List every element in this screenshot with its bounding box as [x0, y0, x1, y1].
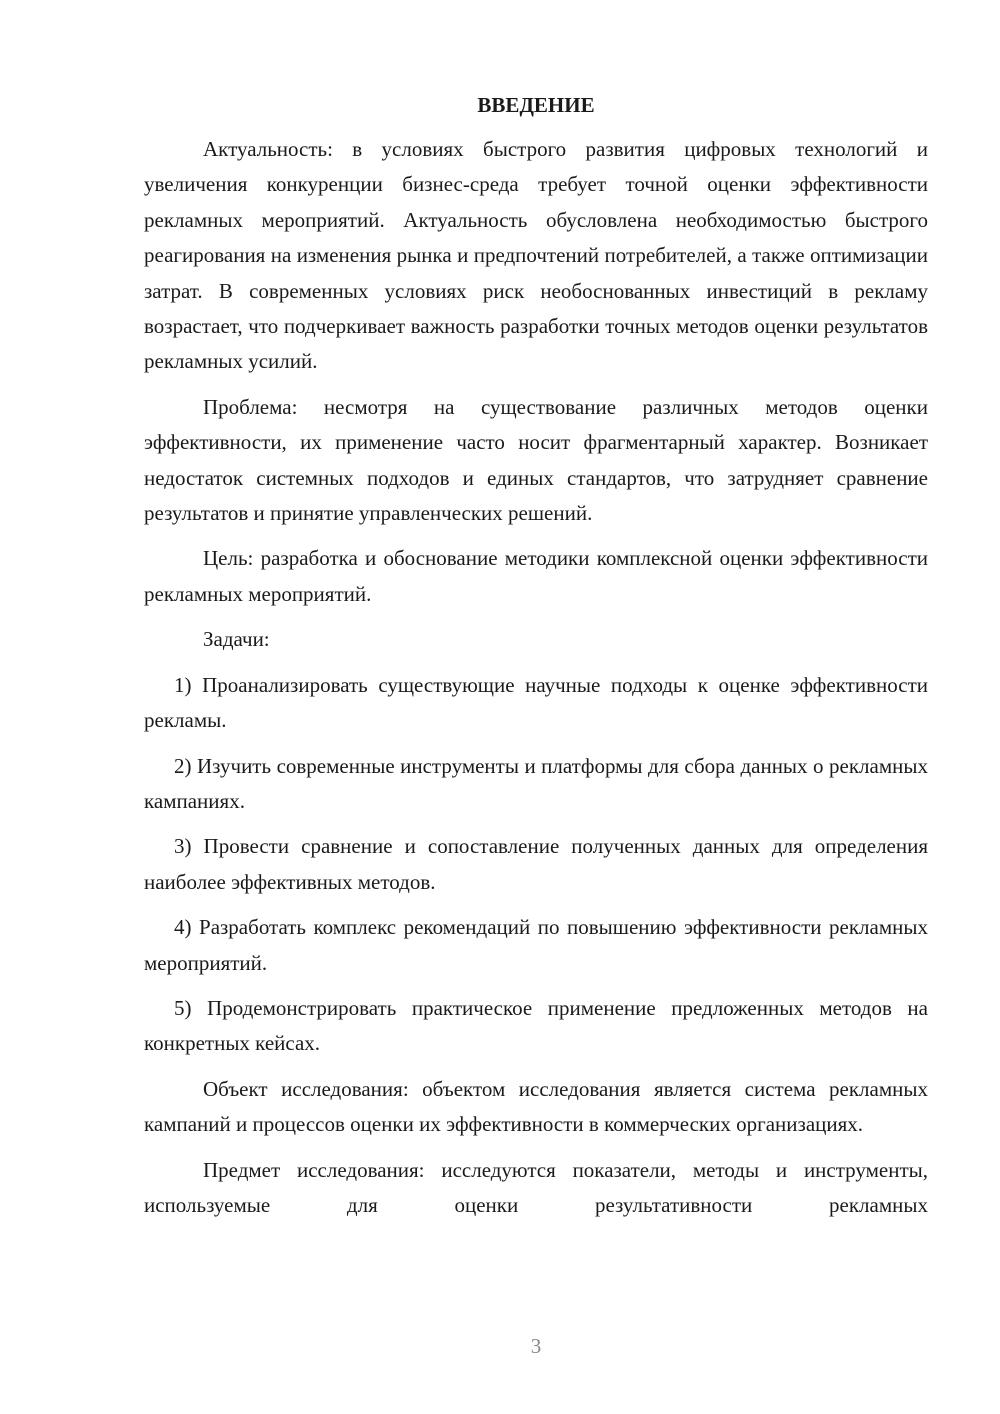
task-item-4: 4) Разработать комплекс рекомендаций по повышению эффективности рекламных мероприятий.	[144, 915, 928, 975]
problem-paragraph: Проблема: несмотря на существование различных методов оценки эффективности, их применение часто носит фрагментарный характер. Возникает недостаток системных подходов и единых стандартов, что затрудняет сравнение результатов и принятие управленческих решений.	[144, 394, 928, 526]
tasks-label: Задачи:	[203, 627, 270, 652]
goal-paragraph: Цель: разработка и обоснование методики комплексной оценки эффективности рекламных мероприятий.	[144, 546, 928, 606]
page-number: 3	[530, 1334, 542, 1358]
subject-paragraph: Предмет исследования: исследуются показатели, методы и инструменты, используемые для оценки результативности рекламных	[144, 1157, 928, 1217]
task-item-1: 1) Проанализировать существующие научные подходы к оценке эффективности рекламы.	[144, 672, 928, 733]
task-item-5: 5) Продемонстрировать практическое применение предложенных методов на конкретных кейсах.	[144, 995, 928, 1056]
task-item-3: 3) Провести сравнение и сопоставление полученных данных для определения наиболее эффективных методов.	[144, 834, 928, 894]
document-page	[144, 90, 928, 1233]
object-paragraph: Объект исследования: объектом исследования является система рекламных кампаний и процессов оценки их эффективности в коммерческих организациях.	[144, 1076, 928, 1137]
relevance-paragraph: Актуальность: в условиях быстрого развития цифровых технологий и увеличения конкуренции бизнес-среда требует точной оценки эффективности рекламных мероприятий. Актуальность обусловлена необходимостью быстрого реагирования на изменения рынка и предпочтений потребителей, а также оптимизации затрат. В современных условиях риск необоснованных инвестиций в рекламу возрастает, что подчеркивает важность разработки точных методов оценки результатов рекламных усилий.	[144, 137, 928, 374]
task-item-2: 2) Изучить современные инструменты и платформы для сбора данных о рекламных кампаниях.	[144, 753, 928, 813]
section-heading: ВВЕДЕНИЕ	[477, 93, 595, 117]
